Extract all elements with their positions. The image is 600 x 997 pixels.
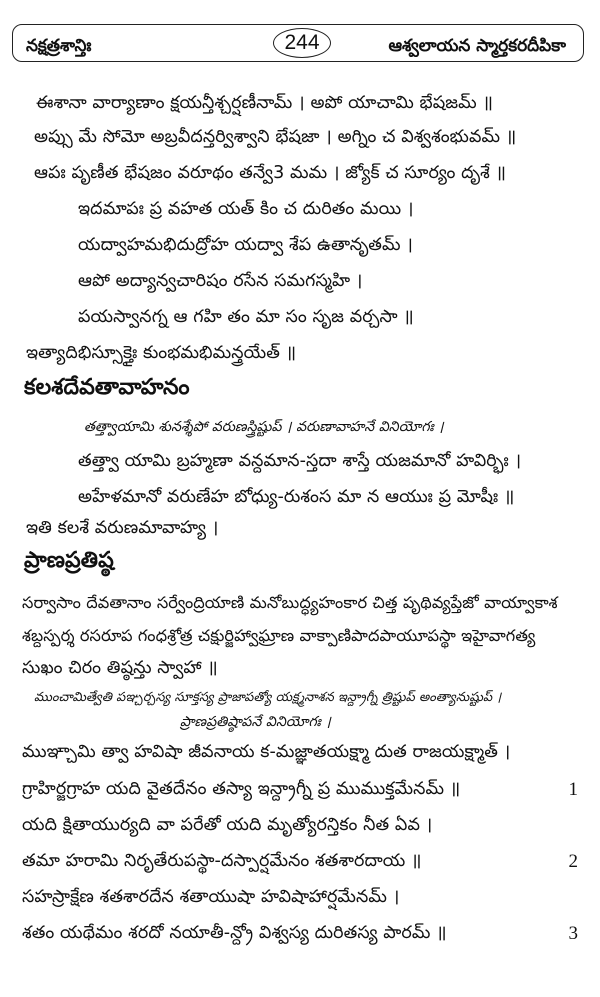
- mantra-line: ఆపః పృణీత భేషజం వరూథం తన్వే3 మమ । జ్యోక్ చ సూర్యం దృశే ॥: [34, 163, 507, 183]
- prose-line: సుఖం చిరం తిష్ఠన్తు స్వాహా ॥: [22, 658, 218, 678]
- viniyoga-line: ప్రాణప్రతిష్ఠాపనే వినియోగః ।: [180, 714, 331, 730]
- verse-line: తమా హరామి నిరృతేరుపస్థా-దస్పార్షమేనం శతశారదాయ ॥: [22, 851, 422, 871]
- prose-line: సర్వాసాం దేవతానాం సర్వేంద్రియాణి మనోబుద్ధ్యహంకార చిత్త పృథివ్యప్తేజో వాయ్వాకాశ: [22, 593, 558, 612]
- verse-line: సహస్రాక్షేణ శతశారదేన శతాయుషా హవిషాహార్షమేనమ్ ।: [22, 887, 400, 907]
- viniyoga-line: తత్త్వాయామి శునశ్శేపో వరుణస్త్రిష్టుప్ । వరుణావాహనే వినియోగః ।: [84, 419, 444, 435]
- verse-number: 2: [568, 851, 578, 872]
- verse-line: యది క్షితాయుర్యది వా పరేతో యది మృత్యోరన్తికం నీత ఏవ ।: [22, 815, 433, 835]
- mantra-line: ఇదమాపః ప్ర వహత యత్ కిం చ దురితం మయి ।: [78, 199, 414, 219]
- page-number: 244: [273, 28, 331, 58]
- mantra-line: ఆపో అద్యాన్వచారిషం రసేన సమగస్మహి ।: [78, 271, 363, 291]
- mantra-line: అప్సు మే సోమో అబ్రవీదన్తర్విశ్వాని భేషజా । అగ్నిం చ విశ్వశంభువమ్ ॥: [34, 127, 517, 147]
- instruction-line: ఇతి కలశే వరుణమావాహ్య ।: [26, 518, 219, 538]
- verse-line: ముఞ్చామి త్వా హవిషా జీవనాయ క-మజ్ఞాతయక్ష్మా దుత రాజయక్ష్మాత్ ।: [22, 742, 511, 762]
- header-left-title: నక్షత్రశాన్తిః: [26, 36, 92, 56]
- header-right-title: ఆశ్వలాయన స్మార్తకరదీపికా: [388, 36, 566, 56]
- mantra-line: తత్త్వా యామి బ్రహ్మణా వన్దమాన-స్తదా శాస్తే యజమానో హవిర్భిః ।: [78, 451, 522, 471]
- mantra-line: ఈశానా వార్యాణాం క్షయన్తీశ్చర్షణీనామ్ । అపో యాచామి భేషజమ్ ॥: [36, 93, 494, 113]
- verse-line: గ్రాహిర్జగ్రాహ యది వైతదేనం తస్యా ఇన్ద్రాగ్నీ ప్ర ముముక్తమేనమ్ ॥: [22, 779, 461, 799]
- mantra-line: పయస్వానగ్న ఆ గహి తం మా సం సృజ వర్చసా ॥: [78, 307, 414, 327]
- section-heading-kalasha: కలశదేవతావాహనం: [24, 375, 190, 400]
- verse-line: శతం యథేమం శరదో నయాతీ-న్ద్రో విశ్వస్య దురితస్య పారమ్ ॥: [22, 923, 447, 943]
- instruction-line: ఇత్యాదిభిస్సూక్తైః కుంభమభిమన్త్రయేత్ ॥: [26, 343, 297, 363]
- mantra-line: యద్వాహమభిదుద్రోహ యద్వా శేప ఉతానృతమ్ ।: [78, 235, 414, 255]
- verse-number: 1: [568, 779, 578, 800]
- viniyoga-line: ముంచామిత్వేతి పఞ్చర్చస్య సూక్తస్య ప్రాజాపత్యో యక్ష్మనాశన ఇన్ద్రాగ్నీ త్రిష్టుప్ అంత్యానుష్టుప్ ।: [34, 690, 502, 705]
- verse-number: 3: [568, 923, 578, 944]
- section-heading-pranapratishtha: ప్రాణప్రతిష్ఠ: [24, 548, 114, 573]
- mantra-line: అహేళమానో వరుణేహ బోధ్యు-రుశంస మా న ఆయుః ప్ర మోషీః ॥: [78, 487, 515, 507]
- prose-line: శబ్దస్పర్శ రసరూప గంధశ్రోత్ర చక్షుర్జిహ్వాఘ్రాణ వాక్పాణిపాదపాయూపస్థా ఇహైవాగత్య: [22, 626, 536, 645]
